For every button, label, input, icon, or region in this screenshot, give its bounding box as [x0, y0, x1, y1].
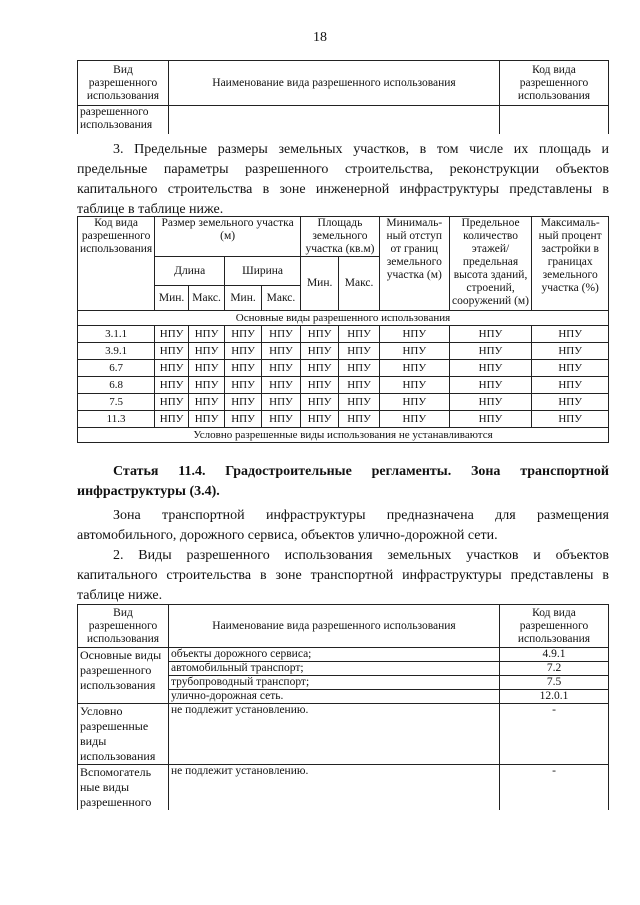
cell: НПУ [189, 343, 225, 360]
params-h-length-min: Мин. [155, 286, 189, 311]
cell: НПУ [449, 326, 532, 343]
bt-aux-text: не подлежит установлению. [169, 765, 500, 811]
cell: НПУ [339, 360, 380, 377]
bt-main-code: 4.9.1 [500, 648, 609, 662]
cell: НПУ [155, 394, 189, 411]
cell: 3.9.1 [78, 343, 155, 360]
cell: НПУ [225, 394, 262, 411]
table-row [78, 411, 609, 428]
bt-header-name: Наименование вида разрешенного использования [169, 605, 500, 648]
bt-header-code: Код вида разрешенного использования [500, 605, 609, 648]
cell: НПУ [261, 326, 300, 343]
cell: 7.5 [78, 394, 155, 411]
cell: НПУ [339, 326, 380, 343]
bt-main-code: 7.5 [500, 676, 609, 690]
cell: НПУ [301, 411, 339, 428]
cell: НПУ [379, 343, 449, 360]
cell: 3.1.1 [78, 326, 155, 343]
header-name: Наименование вида разрешенного использования [169, 61, 500, 106]
cell: НПУ [379, 411, 449, 428]
cell: НПУ [339, 394, 380, 411]
cell: НПУ [261, 360, 300, 377]
cell: НПУ [301, 394, 339, 411]
cell: НПУ [155, 360, 189, 377]
cell: НПУ [301, 360, 339, 377]
partial-row-label: разрешенного использования [78, 106, 169, 135]
params-h-width-min: Мин. [225, 286, 262, 311]
table-row [78, 394, 609, 411]
cell: НПУ [261, 411, 300, 428]
params-h-length: Длина [155, 257, 225, 286]
bt-conditional-label: Условно разрешенные виды использования [78, 704, 169, 765]
cell: НПУ [379, 360, 449, 377]
cell: НПУ [261, 343, 300, 360]
cell: НПУ [261, 394, 300, 411]
bt-main-code: 12.0.1 [500, 690, 609, 704]
bt-main-code: 7.2 [500, 662, 609, 676]
cell: НПУ [339, 343, 380, 360]
params-h-area-max: Макс. [339, 257, 380, 311]
cell: НПУ [155, 411, 189, 428]
cell: 6.7 [78, 360, 155, 377]
table-row [78, 326, 609, 343]
params-h-area-min: Мин. [301, 257, 339, 311]
paragraph-3: 3. Предельные размеры земельных участков, в том числе их площадь и предельные параметры разрешенного строительства, реконструкции объектов капитального строительства в зоне инженерной инфраструктуры представлены в таблице в таблице ниже. [77, 142, 609, 217]
params-table [77, 216, 609, 443]
cell: НПУ [379, 394, 449, 411]
params-h-size: Размер земельного участка (м) [155, 217, 301, 257]
cell: НПУ [189, 377, 225, 394]
params-h-width: Ширина [225, 257, 301, 286]
cell: 6.8 [78, 377, 155, 394]
cell: НПУ [532, 343, 609, 360]
cell: НПУ [189, 394, 225, 411]
cell: НПУ [189, 326, 225, 343]
cell: НПУ [225, 326, 262, 343]
cell: НПУ [225, 411, 262, 428]
header-code: Код вида разрешенного использования [500, 61, 609, 106]
cell: НПУ [449, 343, 532, 360]
cell: НПУ [532, 326, 609, 343]
cell: НПУ [379, 377, 449, 394]
bt-main-item: автомобильный транспорт; [169, 662, 500, 676]
bt-aux-label: Вспомогатель ные виды разрешенного [78, 765, 169, 811]
table-top [77, 60, 609, 134]
cell: НПУ [379, 326, 449, 343]
cell: НПУ [532, 377, 609, 394]
bt-main-item: объекты дорожного сервиса; [169, 648, 500, 662]
paragraph-zone: Зона транспортной инфраструктуры предназначена для размещения автомобильного, дорожного сервиса, объектов улично-дорожной сети. [77, 508, 609, 543]
cell: НПУ [449, 360, 532, 377]
cell: НПУ [449, 377, 532, 394]
cell: НПУ [301, 377, 339, 394]
cell: НПУ [339, 411, 380, 428]
page-number: 18 [313, 30, 327, 45]
cell: НПУ [532, 394, 609, 411]
table-bottom [77, 604, 609, 810]
cell: НПУ [225, 343, 262, 360]
params-h-floors: Предельное количество этажей/ предельная высота зданий, строений, сооружений (м) [449, 217, 532, 311]
bt-main-label: Основные виды разрешенного использования [78, 648, 169, 704]
cell: НПУ [155, 343, 189, 360]
params-h-code: Код вида разрешенного использования [78, 217, 155, 311]
cell: НПУ [301, 343, 339, 360]
cell: НПУ [225, 360, 262, 377]
params-h-width-max: Макс. [261, 286, 300, 311]
table-row [78, 360, 609, 377]
cell: 11.3 [78, 411, 155, 428]
cell: НПУ [155, 377, 189, 394]
table-row [78, 377, 609, 394]
cell: НПУ [225, 377, 262, 394]
cell: НПУ [189, 411, 225, 428]
cell: НПУ [449, 394, 532, 411]
paragraph-2: 2. Виды разрешенного использования земельных участков и объектов капитального строительства в зоне транспортной инфраструктуры представлены в таблице ниже. [77, 548, 609, 603]
cell: НПУ [189, 360, 225, 377]
bt-header-kind: Вид разрешенного использования [78, 605, 169, 648]
params-section-main: Основные виды разрешенного использования [78, 311, 609, 326]
bt-conditional-code: - [500, 704, 609, 765]
partial-row-name [169, 106, 500, 135]
params-h-length-max: Макс. [189, 286, 225, 311]
article-heading: Статья 11.4. Градостроительные регламенты. Зона транспортной инфраструктуры (3.4). [77, 464, 609, 499]
cell: НПУ [155, 326, 189, 343]
partial-row-code [500, 106, 609, 135]
cell: НПУ [339, 377, 380, 394]
params-h-setback: Минималь-ный отступ от границ земельного участка (м) [379, 217, 449, 311]
bt-main-item: улично-дорожная сеть. [169, 690, 500, 704]
params-section-conditional: Условно разрешенные виды использования не устанавливаются [78, 428, 609, 443]
cell: НПУ [449, 411, 532, 428]
table-row [78, 343, 609, 360]
header-kind: Вид разрешенного использования [78, 61, 169, 106]
cell: НПУ [301, 326, 339, 343]
bt-aux-code: - [500, 765, 609, 811]
bt-conditional-text: не подлежит установлению. [169, 704, 500, 765]
cell: НПУ [532, 411, 609, 428]
params-h-area: Площадь земельного участка (кв.м) [301, 217, 380, 257]
bt-main-item: трубопроводный транспорт; [169, 676, 500, 690]
params-h-percent: Максималь-ный процент застройки в границах земельного участка (%) [532, 217, 609, 311]
cell: НПУ [532, 360, 609, 377]
cell: НПУ [261, 377, 300, 394]
